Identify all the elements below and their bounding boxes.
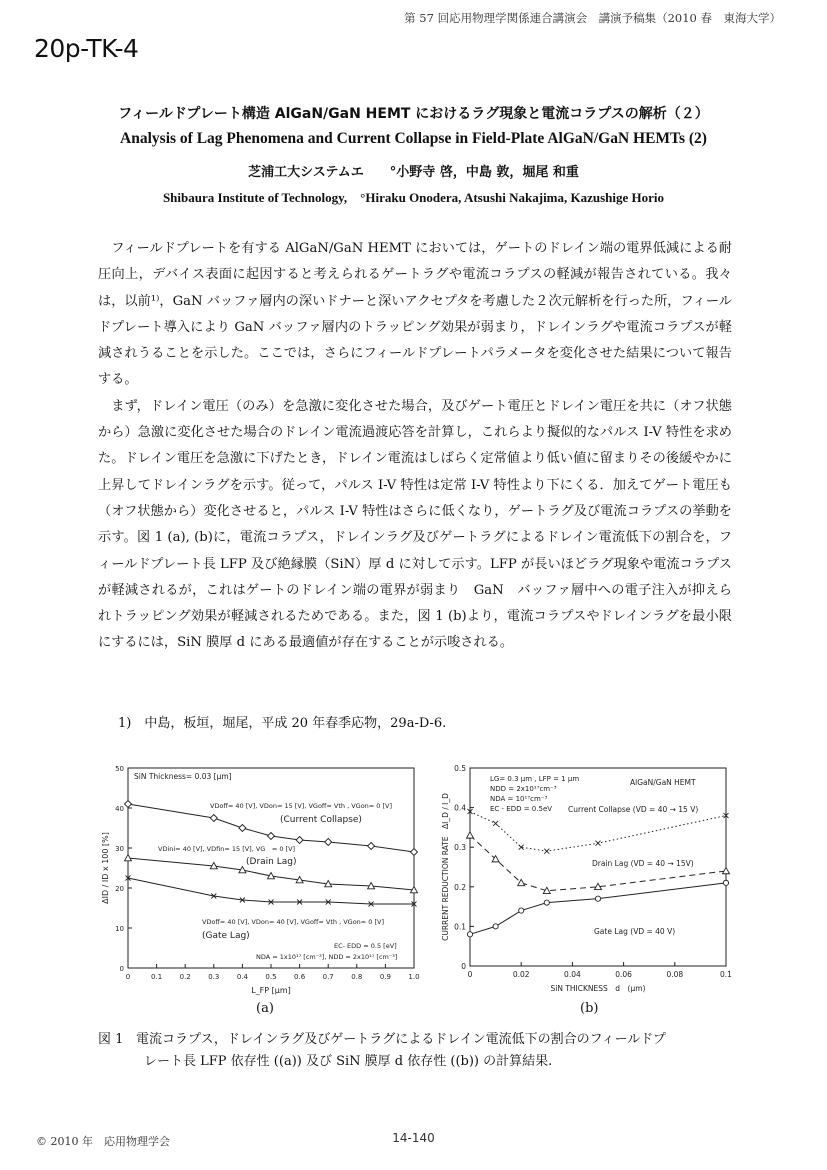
x-tick-label: 0.2 — [179, 973, 191, 981]
chart-a — [98, 758, 428, 998]
y-tick-label: 0 — [119, 965, 124, 973]
paragraph-1: フィールドプレートを有する AlGaN/GaN HEMT においては，ゲートのドレイン端の電界低減による耐圧向上，デバイス表面に起因すると考えられるゲートラグや電流コラプスの軽減が報告されている。我々は，以前¹⁾，GaN バッファ層内の深いドナーと深いアクセプタを考慮した２次元解析を行った所，フィールドプレート導入により GaN バッファ層内のトラッピング効果が弱まり，ドレインラグや電流コラプスが軽減されうることを示した。ここでは，さらにフィールドプレートパラメータを変化させた結果について報告する。 — [98, 241, 732, 388]
data-point-current-collapse — [239, 825, 246, 832]
data-point-current-collapse — [596, 841, 601, 846]
x-axis-label: L_FP [μm] — [251, 986, 291, 995]
copyright: © 2010 年 応用物理学会 — [36, 1135, 170, 1148]
data-point-gate-lag — [544, 900, 549, 905]
chart-b — [438, 758, 738, 998]
x-tick-label: 0.1 — [151, 973, 163, 981]
paper-code: 20p-TK-4 — [34, 34, 139, 63]
caption-line-1: 電流コラプス，ドレインラグ及びゲートラグによるドレイン電流低下の割合のフィールドプ — [136, 1032, 666, 1047]
conference-header: 第 57 回応用物理学関係連合講演会 講演予稿集（2010 春 東海大学） — [404, 11, 781, 25]
data-point-gate-lag — [467, 932, 472, 937]
title-japanese: フィールドプレート構造 AlGaN/GaN HEMT におけるラグ現象と電流コラプスの解析（２） — [118, 106, 709, 122]
y-tick-label: 10 — [115, 925, 124, 933]
y-tick-label: 0.3 — [454, 843, 466, 853]
data-point-current-collapse — [411, 849, 418, 856]
data-point-gate-lag — [595, 896, 600, 901]
figure-label-a: (a) — [256, 1001, 274, 1016]
x-tick-label: 0.08 — [666, 970, 684, 979]
series-line-current-collapse — [470, 812, 726, 852]
x-tick-label: 0.4 — [236, 973, 248, 981]
data-point-current-collapse — [493, 821, 498, 826]
body-text — [98, 236, 732, 657]
authors-japanese: 芝浦工大システムエ °小野寺 啓，中島 敦，堀尾 和重 — [248, 165, 579, 180]
data-point-current-collapse — [125, 801, 132, 808]
data-point-gate-lag — [493, 924, 498, 929]
annotation-device: AlGaN/GaN HEMT — [630, 778, 696, 787]
figure-label-b: (b) — [580, 1001, 599, 1016]
annotation-dl_name: Drain Lag (VD = 40 → 15V) — [592, 859, 694, 868]
annotation-dl_cond: VDini= 40 [V], VDfin= 15 [V], VG = 0 [V] — [158, 845, 296, 853]
annotation-p4: EC - EDD = 0.5eV — [490, 805, 553, 813]
y-tick-label: 0.1 — [454, 922, 466, 932]
y-tick-label: 0 — [461, 962, 466, 971]
annotation-gl_cond: VDoff= 40 [V], VDon= 40 [V], VGoff= Vth , VGon= 0 [V] — [202, 918, 385, 926]
data-point-drain-lag — [125, 855, 132, 861]
x-tick-label: 0.1 — [720, 970, 732, 979]
x-tick-label: 0.04 — [564, 970, 581, 979]
annotation-params1: EC- EDD = 0.5 [eV] — [334, 942, 397, 950]
paragraph-2: まず，ドレイン電圧（のみ）を急激に変化させた場合，及びゲート電圧とドレイン電圧を共に（オフ状態から）急激に変化させた場合のドレイン電流過渡応答を計算し，これらより擬似的なパルス I-V 特性を求めた。ドレイン電圧を急激に下げたとき，ドレイン電流はしばらく定常値より低い値に留まりその後緩やかに上昇してドレインラグを示す。従って，パルス I-V 特性は定常 I-V 特性より下にくる．加えてゲート電圧も（オフ状態から）変化させると，パルス I-V 特性はさらに低くなり，ゲートラグ及び電流コラプスの挙動を示す。図 1 (a), (b)に，電流コラプス，ドレインラグ及びゲートラグによるドレイン電流低下の割合を，フィールドプレート長 LFP 及び絶縁膜（SiN）厚 d に対して示す。LFP が長いほどラグ現象や電流コラプスが軽減されるが，これはゲートのドレイン端の電界が弱まり GaN バッファ層中への電子注入が抑えられトラッピング効果が軽減されるためである。また，図 1 (b)より，電流コラプスやドレインラグを最小限にするには，SiN 膜厚 d にある最適値が存在することが示唆される。 — [98, 398, 732, 651]
data-point-gate-lag — [519, 908, 524, 913]
authors-english: Shibaura Institute of Technology, °Hiraku Onodera, Atsushi Nakajima, Kazushige Horio — [162, 190, 665, 205]
annotation-cc_cond: VDoff= 40 [V], VDon= 15 [V], VGoff= Vth , VGon= 0 [V] — [210, 802, 393, 810]
data-point-current-collapse — [210, 815, 217, 822]
x-tick-label: 0 — [125, 973, 131, 981]
caption-lead: 図 1 — [98, 1032, 124, 1047]
x-tick-label: 0.5 — [265, 973, 277, 981]
x-axis-label: SiN THICKNESS d (μm) — [550, 984, 646, 993]
x-tick-label: 0.02 — [512, 970, 530, 979]
data-point-current-collapse — [296, 837, 303, 844]
caption-line-2: レート長 LFP 依存性 ((a)) 及び SiN 膜厚 d 依存性 ((b)) の計算結果. — [144, 1054, 553, 1069]
y-tick-label: 50 — [115, 765, 124, 773]
annotation-cc_name: (Current Collapse) — [280, 815, 362, 825]
annotation-gl_name: (Gate Lag) — [202, 931, 250, 941]
y-tick-label: 40 — [115, 805, 124, 813]
data-point-gate-lag — [723, 880, 728, 885]
data-point-drain-lag — [723, 867, 730, 873]
x-tick-label: 1.0 — [408, 973, 420, 981]
y-tick-label: 0.2 — [454, 882, 466, 892]
annotation-cc_name: Current Collapse (VD = 40 → 15 V) — [568, 805, 699, 814]
data-point-current-collapse — [325, 839, 332, 846]
x-tick-label: 0.8 — [351, 973, 363, 981]
annotation-p2: NDD = 2x10¹⁷cm⁻³ — [490, 785, 557, 793]
page-number: 14-140 — [392, 1131, 435, 1145]
y-tick-label: 20 — [115, 885, 124, 893]
plot-frame — [128, 768, 414, 968]
data-point-current-collapse — [268, 833, 275, 840]
x-tick-label: 0.3 — [208, 973, 220, 981]
annotation-params2: NDA = 1x10¹⁷ [cm⁻³], NDD = 2x10¹⁷ [cm⁻³] — [256, 953, 398, 961]
data-point-current-collapse — [544, 849, 549, 854]
y-axis-label: ΔID / ID x 100 [%] — [101, 832, 110, 904]
x-tick-label: 0.9 — [379, 973, 391, 981]
annotation-thickness: SiN Thickness= 0.03 [μm] — [134, 772, 232, 781]
data-point-drain-lag — [467, 832, 474, 838]
x-tick-label: 0.7 — [322, 973, 334, 981]
annotation-p3: NDA = 10¹⁷cm⁻³ — [490, 795, 548, 803]
x-tick-label: 0.6 — [294, 973, 306, 981]
reference: 1) 中島，板垣，堀尾，平成 20 年春季応物，29a-D-6. — [118, 716, 447, 731]
annotation-p1: LG= 0.3 μm , LFP = 1 μm — [490, 775, 580, 783]
x-tick-label: 0.06 — [615, 970, 632, 979]
annotation-gl_name: Gate Lag (VD = 40 V) — [594, 927, 676, 936]
annotation-dl_name: (Drain Lag) — [246, 857, 297, 867]
figure-caption — [98, 1029, 738, 1073]
y-tick-label: 0.5 — [454, 764, 466, 773]
data-point-current-collapse — [368, 843, 375, 850]
y-tick-label: 0.4 — [454, 803, 466, 813]
title-english: Analysis of Lag Phenomena and Current Collapse in Field-Plate AlGaN/GaN HEMTs (2) — [120, 130, 707, 147]
y-tick-label: 30 — [115, 845, 124, 853]
x-tick-label: 0 — [467, 970, 473, 979]
y-axis-label: CURRENT REDUCTION RATE ΔI_D / I_D — [441, 793, 450, 941]
data-point-drain-lag — [518, 879, 525, 885]
